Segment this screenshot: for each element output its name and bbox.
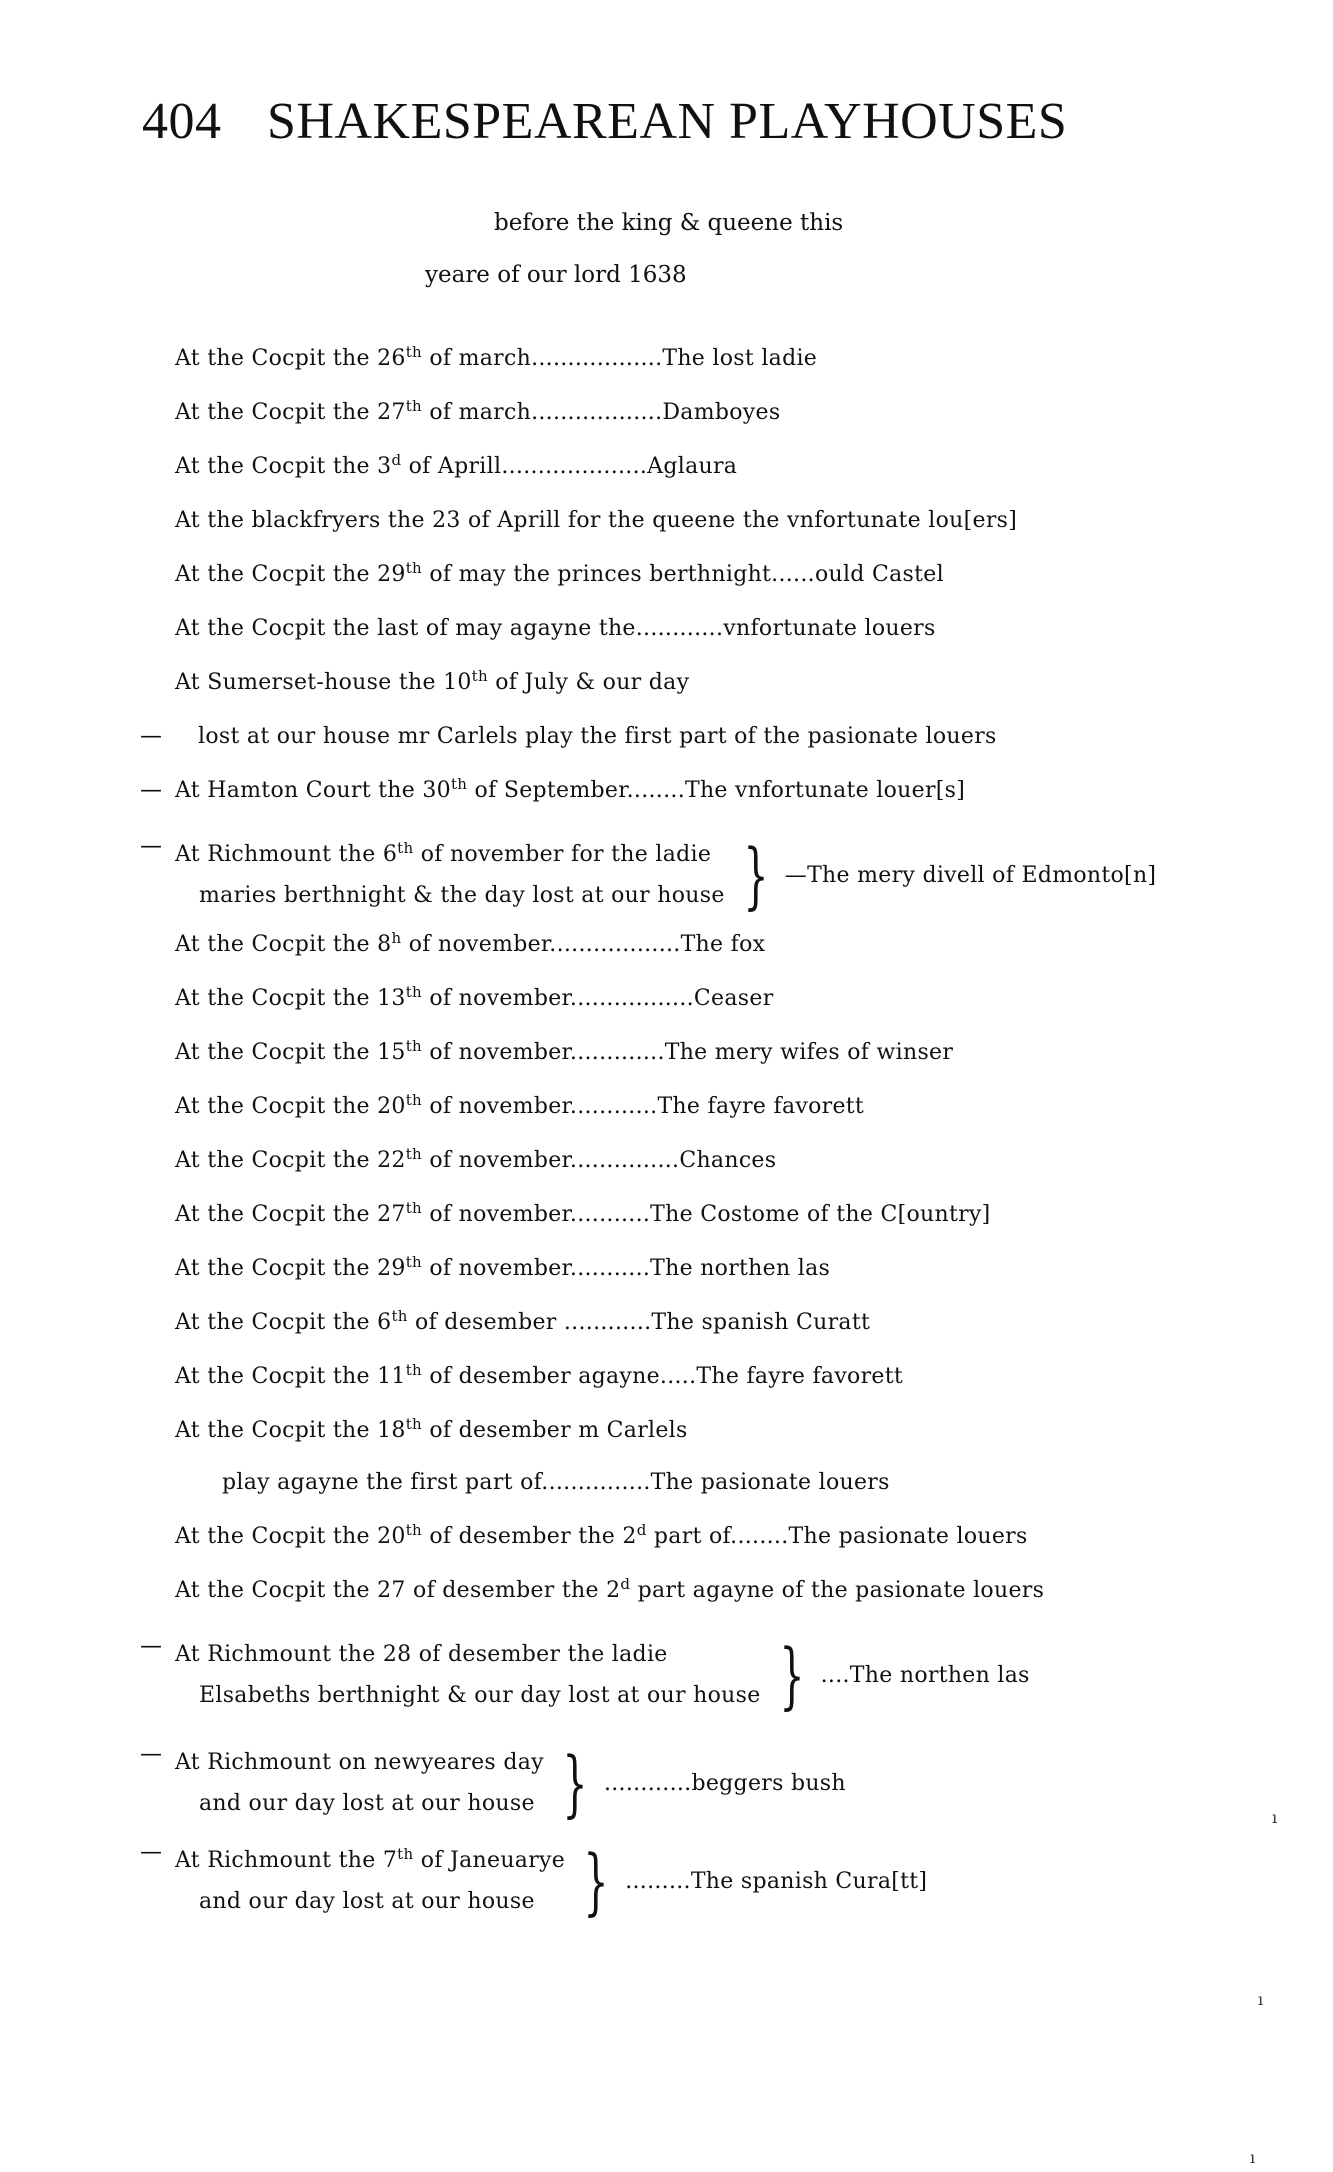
entry-row: At the Cocpit the 29th of may the princes berthnight......ould Castel bbox=[175, 558, 944, 587]
bracketed-line-2: Elsabeths berthnight & our day lost at our house bbox=[199, 1683, 761, 1708]
bracketed-line-2: and our day lost at our house bbox=[199, 1791, 535, 1816]
bracketed-line-1: At Richmount the 28 of desember the ladie bbox=[175, 1642, 668, 1667]
margin-dash: — bbox=[140, 1840, 162, 1865]
margin-mark: ı bbox=[1250, 2148, 1256, 2167]
play-title: ............beggers bush bbox=[603, 1770, 846, 1796]
entry-row: At the Cocpit the 20th of desember the 2$^d$ part of........The pasionate louers bbox=[175, 1520, 1028, 1549]
entry-row: At the Cocpit the 27th of march..................Damboyes bbox=[175, 396, 781, 425]
margin-dash: — bbox=[140, 1742, 162, 1767]
entry-row: At Sumerset-house the 10th of July & our day bbox=[175, 666, 690, 695]
margin-dash: — bbox=[140, 778, 162, 803]
margin-dash: — bbox=[140, 724, 162, 749]
brace-mark: } bbox=[778, 1633, 805, 1717]
play-title: .........The spanish Cura[tt] bbox=[625, 1868, 928, 1894]
entry-row: At the Cocpit the 22th of november...............Chances bbox=[175, 1144, 777, 1173]
bracketed-entry bbox=[175, 834, 1156, 916]
page-number: 404 bbox=[142, 93, 222, 150]
entry-row: At the Cocpit the 15th of november.............The mery wifes of winser bbox=[175, 1036, 954, 1065]
entry-row: lost at our house mr Carlels play the first part of the pasionate louers bbox=[198, 724, 997, 749]
entry-row: At the Cocpit the 8$^h$ of november..................The fox bbox=[175, 928, 766, 957]
running-title: SHAKESPEAREAN PLAYHOUSES bbox=[267, 93, 1068, 150]
brace-mark: } bbox=[743, 833, 769, 917]
entry-row: At the Cocpit the last of may agayne the............vnfortunate louers bbox=[175, 616, 936, 641]
brace-mark: } bbox=[562, 1741, 588, 1825]
margin-mark: ı bbox=[1258, 1990, 1264, 2009]
entry-row: At the Cocpit the 6th of desember ............The spanish Curatt bbox=[175, 1306, 871, 1335]
entry-row: At the Cocpit the 26th of march..................The lost ladie bbox=[175, 342, 818, 371]
entry-row: At the Cocpit the 27th of november...........The Costome of the C[ountry] bbox=[175, 1198, 991, 1227]
entry-row: At the Cocpit the 13th of november.................Ceaser bbox=[175, 982, 774, 1011]
entry-row: At Hamton Court the 30th of September........The vnfortunate louer[s] bbox=[175, 774, 966, 803]
entry-row: At the Cocpit the 11th of desember agayne.....The fayre favorett bbox=[175, 1360, 904, 1389]
intro-line-1: before the king & queene this bbox=[494, 210, 844, 236]
bracketed-line-1: At Richmount the 7th of Janeuarye bbox=[175, 1844, 566, 1873]
bracketed-entry bbox=[175, 1840, 927, 1922]
margin-dash: — bbox=[140, 834, 162, 859]
margin-mark: ı bbox=[1272, 1808, 1278, 1827]
entry-row: play agayne the first part of...............The pasionate louers bbox=[222, 1470, 890, 1495]
entry-row: At the Cocpit the 29th of november...........The northen las bbox=[175, 1252, 831, 1281]
entry-row: At the Cocpit the 3$^d$ of Aprill....................Aglaura bbox=[175, 450, 738, 479]
play-title: —The mery divell of Edmonto[n] bbox=[784, 862, 1157, 888]
bracketed-line-1: At Richmount the 6th of november for the ladie bbox=[175, 838, 712, 867]
entry-row: At the Cocpit the 20th of november............The fayre favorett bbox=[175, 1090, 865, 1119]
bracketed-line-2: maries berthnight & the day lost at our house bbox=[199, 883, 725, 908]
entry-row: At the blackfryers the 23 of Aprill for the queene the vnfortunate lou[ers] bbox=[175, 508, 1018, 533]
bracketed-line-1: At Richmount on newyeares day bbox=[175, 1750, 544, 1775]
bracketed-line-2: and our day lost at our house bbox=[199, 1889, 535, 1914]
bracketed-entry bbox=[175, 1742, 846, 1824]
brace-mark: } bbox=[583, 1839, 609, 1923]
page-header bbox=[142, 92, 1067, 151]
intro-line-2: yeare of our lord 1638 bbox=[425, 262, 687, 288]
bracketed-entry bbox=[175, 1634, 1030, 1716]
play-title: ....The northen las bbox=[820, 1662, 1030, 1688]
entry-row: At the Cocpit the 27 of desember the 2$^d$ part agayne of the pasionate louers bbox=[175, 1574, 1045, 1603]
margin-dash: — bbox=[140, 1634, 162, 1659]
entry-row: At the Cocpit the 18th of desember m Carlels bbox=[175, 1414, 688, 1443]
